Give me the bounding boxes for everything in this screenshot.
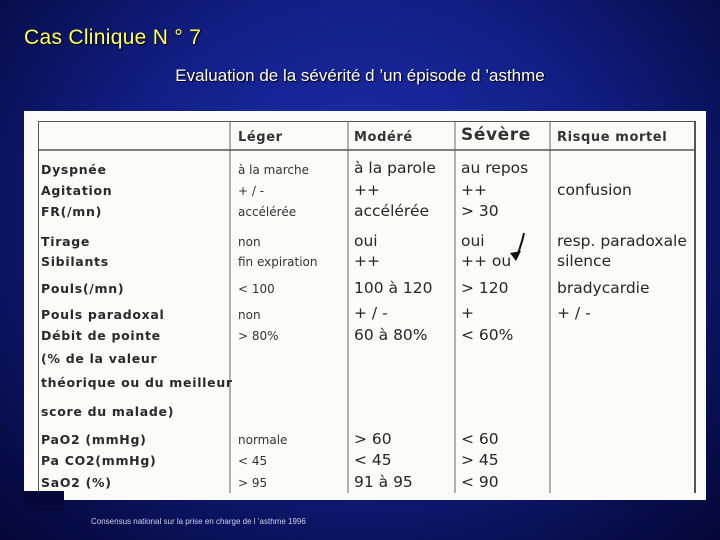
severe-dyspnee: au repos — [461, 159, 529, 177]
label-pouls: Pouls(/mn) — [41, 281, 125, 296]
severe-tirage: oui — [461, 232, 485, 250]
modere-sao2: 91 à 95 — [354, 473, 413, 491]
leger-agitation: + / - — [238, 184, 265, 198]
label-sibilants: Sibilants — [41, 254, 109, 269]
leger-sao2: > 95 — [238, 476, 268, 490]
label-agitation: Agitation — [41, 183, 113, 198]
leger-pao2: normale — [238, 433, 288, 447]
header-risque-mortel: Risque mortel — [557, 130, 668, 145]
modere-debit: 60 à 80% — [354, 326, 428, 344]
label-fr: FR(/mn) — [41, 204, 102, 219]
modere-tirage: oui — [354, 232, 378, 250]
slide-subtitle: Evaluation de la sévérité d ’un épisode d ’asthme — [175, 66, 545, 85]
severe-paco2: > 45 — [461, 451, 499, 469]
risque-tirage: resp. paradoxale — [557, 232, 687, 250]
label-debit-pointe-2: (% de la valeur — [41, 351, 158, 366]
leger-tirage: non — [238, 235, 261, 249]
label-sao2: SaO2 (%) — [41, 475, 112, 490]
label-debit-pointe-4: score du malade) — [41, 404, 175, 419]
label-dyspnee: Dyspnée — [41, 162, 107, 177]
label-paco2: Pa CO2(mmHg) — [41, 453, 157, 468]
modere-pao2: > 60 — [354, 430, 392, 448]
header-severe: Sévère — [461, 125, 531, 145]
header-leger: Léger — [238, 130, 283, 145]
modere-fr: accélérée — [354, 202, 430, 220]
modere-sibilants: ++ — [354, 252, 380, 270]
severe-debit: < 60% — [461, 326, 514, 344]
leger-paco2: < 45 — [238, 454, 268, 468]
modere-paco2: < 45 — [354, 451, 392, 469]
severe-pouls-paradoxal: + — [461, 304, 474, 322]
leger-sibilants: fin expiration — [238, 255, 318, 269]
severe-sibilants: ++ ou — [461, 252, 512, 270]
leger-debit: > 80% — [238, 329, 279, 343]
label-tirage: Tirage — [41, 234, 91, 249]
label-pao2: PaO2 (mmHg) — [41, 432, 147, 447]
severe-agitation: ++ — [461, 181, 487, 199]
source-footnote: Consensus national sur la prise en charge de l ’asthme 1996 — [91, 517, 306, 526]
severe-pao2: < 60 — [461, 430, 499, 448]
leger-fr: accélérée — [238, 205, 297, 219]
risque-pouls: bradycardie — [557, 279, 650, 297]
header-modere: Modéré — [354, 130, 413, 145]
risque-agitation: confusion — [557, 181, 632, 199]
modere-pouls: 100 à 120 — [354, 279, 433, 297]
slide-title: Cas Clinique N ° 7 — [24, 26, 202, 49]
modere-pouls-paradoxal: + / - — [354, 304, 388, 322]
label-debit-pointe-3: théorique ou du meilleur — [41, 375, 233, 390]
risque-sibilants: silence — [557, 252, 612, 270]
label-pouls-paradoxal: Pouls paradoxal — [41, 307, 165, 322]
leger-dyspnee: à la marche — [238, 163, 309, 177]
leger-pouls-paradoxal: non — [238, 308, 261, 322]
severity-table — [38, 121, 696, 493]
severe-fr: > 30 — [461, 202, 499, 220]
modere-agitation: ++ — [354, 181, 380, 199]
scanned-table-image — [24, 111, 706, 500]
severe-sao2: < 90 — [461, 473, 499, 491]
risque-pouls-paradoxal: + / - — [557, 304, 591, 322]
severe-pouls: > 120 — [461, 279, 509, 297]
scan-corner-cut — [24, 491, 64, 511]
label-debit-pointe: Débit de pointe — [41, 328, 161, 343]
modere-dyspnee: à la parole — [354, 159, 436, 177]
leger-pouls: < 100 — [238, 282, 275, 296]
